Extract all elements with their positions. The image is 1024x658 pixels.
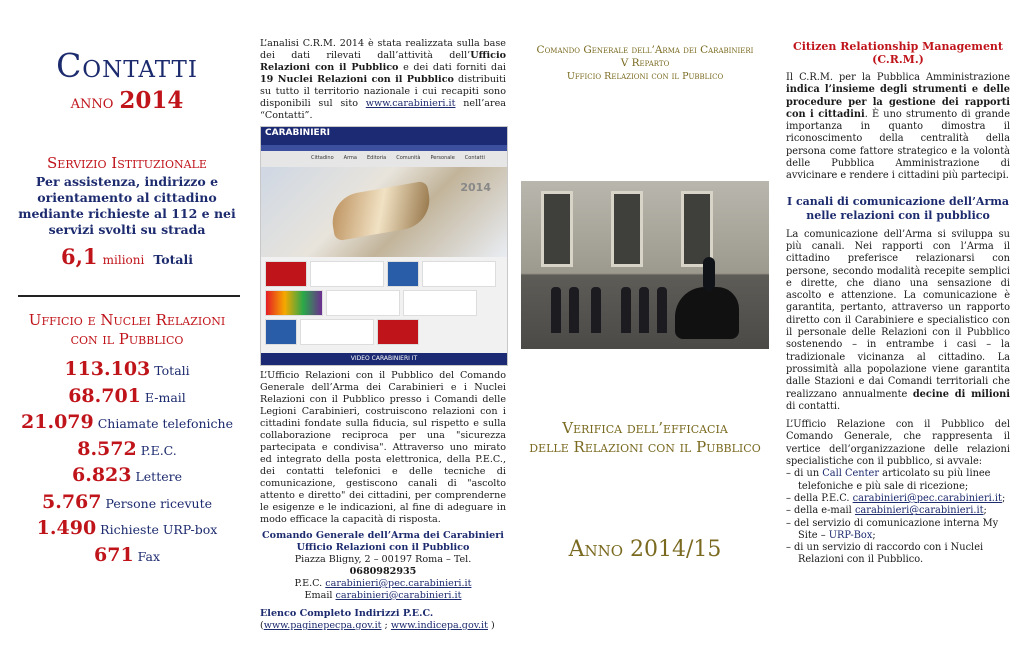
site-tile	[387, 261, 419, 287]
verifica-title	[520, 419, 770, 457]
site-tile	[422, 261, 496, 287]
canali-title	[786, 195, 1010, 223]
site-tile	[326, 290, 400, 316]
contatti-year	[16, 87, 238, 114]
photo-window	[541, 191, 573, 267]
site-tile	[377, 319, 419, 345]
list-item	[786, 518, 1010, 543]
list-item	[786, 493, 1010, 505]
photo-person	[639, 287, 649, 333]
crm-text: . È uno strumento di grande importanza in quanto dimostra il riconoscimento della centralità della persona come fattore strategico e la volontà delle Pubblica Amministrazione di avvicinare e rendere i cittadini più partecipi.	[786, 108, 1011, 182]
servizio-total	[16, 244, 238, 269]
site-tiles	[261, 257, 507, 349]
crm-column	[776, 0, 1024, 658]
address-pec	[260, 578, 506, 590]
stat-row	[16, 490, 238, 517]
photo-horse	[675, 287, 739, 339]
intro-text: e dei dati forniti dai	[398, 62, 506, 73]
email-label: Email	[304, 590, 336, 601]
email-link[interactable]: carabinieri@carabinieri.it	[854, 505, 984, 517]
site-tile	[265, 261, 307, 287]
site-menu-item: Cittadino	[311, 155, 334, 161]
crm-bold: indica l’insieme degli strumenti e delle procedure per la gestione dei rapporti con i cittadini	[786, 84, 1010, 120]
crm-text: Il C.R.M. per la Pubblica Amministrazione	[786, 72, 1010, 83]
elenco-links: (www.paginepecpa.gov.it ; www.indicepa.gov.it )	[260, 620, 495, 631]
stat-row	[16, 384, 238, 411]
list-item: – di un servizio di raccordo con i Nuclei Relazioni con il Pubblico.	[786, 542, 984, 566]
stat-row	[16, 516, 238, 543]
cover-year: Anno 2014/15	[568, 537, 722, 562]
address-tel: 0680982935	[349, 566, 417, 577]
stat-row	[16, 437, 238, 464]
stat-label: E-mail	[144, 389, 186, 405]
servizio-total-value: 6,1	[61, 244, 98, 269]
address-block	[260, 530, 506, 602]
canali-text: La comunicazione dell’Arma si sviluppa su più canali. Nei rapporti con l’Arma il cittadino preferisce relazionarsi con persone, secondo modalità recepite semplici e dirette, che diano una sensazione di ascolto e attenzione. La comunicazione è garantita, pertanto, attraverso un rapporto diretto con il Carabiniere e specialistico con il personale delle Relazioni con il Pubblico sostenendo – in entrambe i casi – la tradizionale vicinanza al cittadino. La prossimità alla popolazione viene garantita dalle Stazioni e dai Comandi territoriali che realizzano annualmente	[786, 228, 1010, 400]
flag-graphic	[328, 181, 434, 242]
site-tile	[403, 290, 477, 316]
list-text: – di un	[786, 468, 823, 480]
list-text: articolato su più linee telefoniche e più sale di ricezione;	[798, 468, 991, 492]
address-email	[260, 590, 506, 602]
intro-bold: Ufficio Relazioni con il Pubblico	[260, 50, 506, 73]
year-prefix: anno	[70, 91, 114, 113]
photo-person	[621, 287, 631, 333]
canali-text: di contatti.	[786, 400, 841, 412]
photo-rider	[703, 257, 715, 291]
cover-header-line1: Comando Generale dell’Arma dei Carabinieri	[536, 44, 754, 56]
list-text: – della P.E.C.	[786, 492, 853, 504]
list-text: ;	[872, 529, 876, 541]
channels-list	[786, 468, 1010, 566]
cover-photo	[521, 181, 769, 349]
site-tile	[310, 261, 384, 287]
stat-label: Totali	[154, 363, 190, 378]
stat-value: 113.103	[64, 358, 151, 380]
photo-person	[569, 287, 579, 333]
cover-header-line2: V Reparto	[620, 57, 670, 69]
canali-paragraph	[786, 229, 1010, 413]
photo-window	[611, 191, 643, 267]
urp-cg-paragraph: L’Ufficio Relazione con il Pubblico del Comando Generale, che rappresenta il vertice dell’organizzazione delle relazioni specialistiche con il pubblico, si avvale:	[786, 419, 1010, 468]
stat-label: Fax	[137, 548, 160, 564]
site-event-year: 2014	[460, 181, 491, 194]
canali-bold: decine di milioni	[912, 388, 1010, 400]
elenco-block	[260, 608, 506, 632]
verifica-line2: delle Relazioni con il Pubblico	[529, 438, 761, 456]
site-tile	[265, 290, 323, 316]
stat-value: 6.823	[71, 464, 132, 486]
pec-label: P.E.C.	[294, 578, 326, 589]
stat-value: 68.701	[68, 384, 141, 407]
pec-link[interactable]: carabinieri@pec.carabinieri.it	[325, 578, 472, 589]
stat-label: Persone ricevute	[105, 495, 212, 511]
stat-value: 1.490	[36, 517, 97, 539]
verifica-line1: Verifica dell’efficacia	[562, 419, 728, 437]
photo-person	[551, 287, 561, 333]
canali-title-line1: I canali di comunicazione dell’Arma	[786, 194, 1010, 208]
cover-header-line3: Ufficio Relazioni con il Pubblico	[566, 71, 724, 82]
address-street: Piazza Bligny, 2 – 00197 Roma – Tel.	[294, 554, 472, 565]
servizio-total-unit: milioni	[102, 253, 145, 267]
list-text: ;	[1001, 492, 1006, 504]
site-menu-item: Arma	[343, 155, 357, 161]
pec-link[interactable]: carabinieri@pec.carabinieri.it	[852, 492, 1002, 504]
urp-box-label: URP-Box	[828, 529, 873, 541]
intro-bold: 19 Nuclei Relazioni con il Pubblico	[260, 74, 454, 85]
site-footer: VIDEO CARABINIERI IT	[261, 353, 507, 365]
stat-value: 8.572	[77, 437, 137, 460]
site-menu-item: Contatti	[464, 155, 485, 161]
list-text: – del servizio di comunicazione interna My Site –	[786, 517, 999, 541]
intro-paragraph	[260, 38, 506, 122]
stats-list	[16, 357, 238, 569]
website-link[interactable]: www.carabinieri.it	[365, 98, 456, 109]
crm-info-column	[252, 0, 514, 658]
contatti-title: Contatti	[56, 46, 198, 85]
address-line1: Comando Generale dell’Arma dei Carabinieri	[262, 530, 504, 541]
intro-text: nell’area “Contatti”.	[260, 98, 507, 121]
stat-value: 671	[94, 543, 134, 566]
stat-label: Lettere	[135, 469, 182, 484]
divider	[18, 295, 240, 297]
site-menu-item: Editoria	[366, 155, 387, 161]
stat-row	[16, 357, 238, 384]
stat-row	[16, 543, 238, 570]
indicepa-link[interactable]: www.indicepa.gov.it	[390, 620, 488, 631]
urp-paragraph: L’Ufficio Relazioni con il Pubblico del Comando Generale dell’Arma dei Carabinieri e i Nuclei Relazioni con il Pubblico presso i Comandi delle Legioni Carabinieri, costruiscono relazioni con i cittadini fondate sulla fiducia, sul rispetto e sulla collaborazione reciproca per una "sicurezza partecipata e condivisa". Attraverso uno mirato ed integrato della posta elettronica, della P.E.C., dei contatti telefonici e delle tecniche di comunicazione, gestiscono canali di "ascolto attento e diretto" dei cittadini, per comprenderne le esigenze e le indicazioni, al fine di adeguare in modo efficace la capacità di risposta.	[260, 370, 506, 525]
canali-title-line2: nelle relazioni con il pubblico	[806, 208, 990, 222]
site-tile	[265, 319, 297, 345]
list-item	[786, 468, 1010, 493]
website-screenshot	[260, 126, 508, 366]
uff-title: Ufficio e Nuclei Relazioni con il Pubblico	[28, 311, 226, 348]
site-menu	[261, 151, 507, 167]
crm-paragraph	[786, 72, 1010, 183]
email-link[interactable]: carabinieri@carabinieri.it	[335, 590, 462, 601]
elenco-title: Elenco Completo Indirizzi P.E.C.	[260, 608, 434, 619]
servizio-title: Servizio Istituzionale	[47, 154, 207, 172]
intro-text: L’analisi C.R.M. 2014 è stata realizzata sulla base dei dati rilevati dall’attività dell’	[260, 38, 506, 61]
stat-row	[16, 410, 238, 437]
site-hero	[261, 167, 507, 257]
servizio-text: Per assistenza, indirizzo e orientamento al cittadino mediante richieste al 112 e nei servizi svolti su strada	[18, 174, 236, 237]
photo-person	[591, 287, 601, 333]
address-line3	[260, 554, 506, 578]
address-line2: Ufficio Relazioni con il Pubblico	[296, 542, 470, 553]
stat-label: Richieste URP-box	[100, 522, 218, 537]
stat-label: Chiamate telefoniche	[97, 416, 233, 431]
contatti-column	[0, 0, 252, 658]
call-center-label: Call Center	[822, 468, 880, 480]
list-text: – della e-mail	[786, 505, 855, 517]
photo-person	[657, 287, 667, 333]
elenco-separator: ;	[381, 620, 391, 631]
stat-value: 21.079	[21, 411, 94, 433]
site-tile	[300, 319, 374, 345]
stat-label: P.E.C.	[140, 442, 177, 458]
paginepecpa-link[interactable]: www.paginepecpa.gov.it	[263, 620, 382, 631]
photo-window	[681, 191, 713, 267]
cover-column	[514, 0, 776, 658]
site-menu-item: Comunità	[396, 155, 421, 161]
list-item	[786, 505, 1010, 517]
year-value: 2014	[119, 87, 184, 114]
intro-text: distribuiti su tutto il territorio nazionale i cui recapiti sono disponibili sul sito	[260, 74, 507, 109]
list-text: ;	[983, 505, 987, 517]
site-menu-item: Personale	[430, 155, 455, 161]
crm-title: Citizen Relationship Management (C.R.M.)	[792, 40, 1004, 66]
stat-row	[16, 463, 238, 490]
servizio-total-label: Totali	[153, 252, 193, 267]
stat-value: 5.767	[42, 490, 102, 513]
site-header: CARABINIERI	[261, 127, 507, 145]
